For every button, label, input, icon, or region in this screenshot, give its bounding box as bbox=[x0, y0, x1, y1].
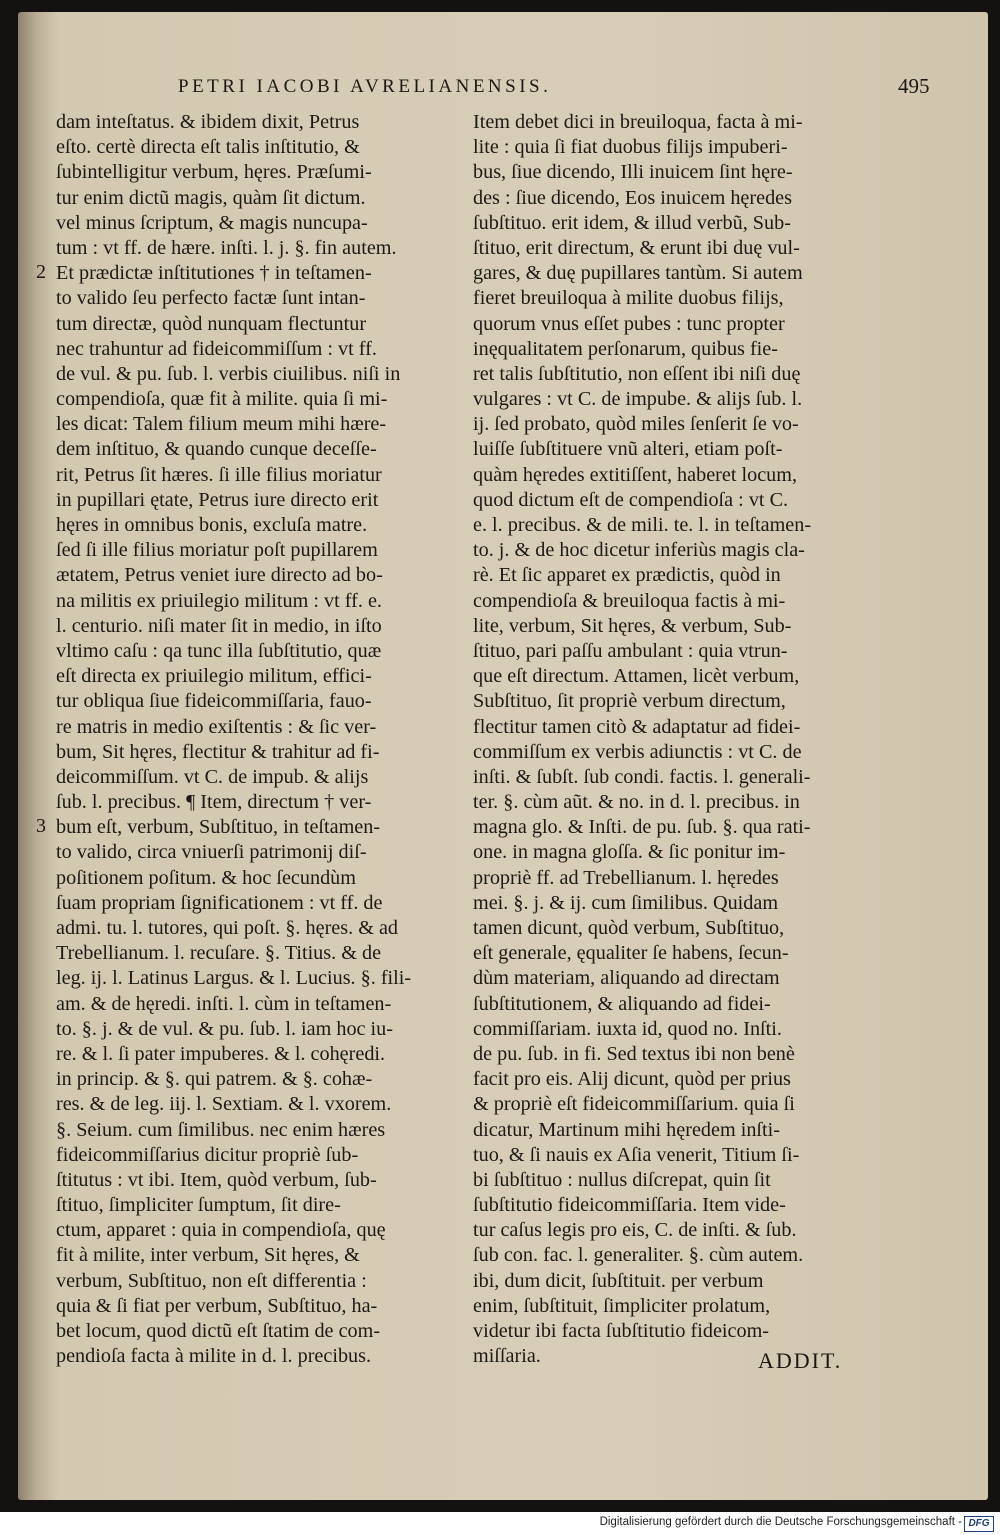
text-line: les dicat: Talem filium meum mihi hære- bbox=[56, 413, 387, 436]
text-line: quod dictum eſt de compendioſa : vt C. bbox=[473, 488, 789, 511]
text-line: mei. §. j. & ij. cum ſimilibus. Quidam bbox=[473, 891, 779, 914]
text-line: res. & de leg. iij. l. Sextiam. & l. vxorem. bbox=[56, 1093, 392, 1116]
text-line: inęqualitatem perſonarum, quibus fie- bbox=[473, 337, 778, 360]
text-line: e. l. precibus. & de mili. te. l. in teſtamen- bbox=[473, 514, 812, 536]
text-line: Subſtituo, ſit propriè verbum directum, bbox=[473, 690, 786, 713]
text-line: que eſt directum. Attamen, licèt verbum, bbox=[473, 665, 800, 688]
text-line: inſti. & ſubſt. ſub condi. factis. l. generali- bbox=[473, 765, 811, 788]
text-line: Et prædictæ inſtitutiones † in teſtamen- bbox=[56, 262, 372, 285]
page-number: 495 bbox=[898, 74, 930, 98]
text-line: compendioſa & breuiloqua factis à mi- bbox=[473, 589, 786, 612]
right-text-column bbox=[473, 110, 873, 1369]
text-line: §. Seium. cum ſimilibus. nec enim hæres bbox=[56, 1118, 386, 1141]
text-line: in pupillari ętate, Petrus iure directo erit bbox=[56, 488, 379, 511]
text-line: tur caſus legis pro eis, C. de inſti. & ſub. bbox=[473, 1219, 797, 1242]
text-line: ibi, dum dicit, ſubſtituit. per verbum bbox=[473, 1269, 764, 1292]
text-line: ctum, apparet : quia in compendioſa, quę bbox=[56, 1219, 386, 1242]
text-line: bi ſubſtituo : nullus diſcrepat, quin ſit bbox=[473, 1168, 771, 1191]
text-line: vltimo caſu : qa tunc illa ſubſtitutio, quæ bbox=[56, 639, 382, 662]
text-line: miſſaria. bbox=[473, 1345, 541, 1368]
text-line: dem inſtituo, & quando cunque deceſſe- bbox=[56, 438, 377, 461]
text-line: ret talis ſubſtitutio, non eſſent ibi niſi duę bbox=[473, 362, 801, 385]
text-line: ſtituo, ſimpliciter ſumptum, ſit dire- bbox=[56, 1194, 341, 1217]
text-line: ſub. l. precibus. ¶ Item, directum † ver- bbox=[56, 791, 372, 814]
text-line: ter. §. cùm aũt. & no. in d. l. precibus. in bbox=[473, 791, 800, 814]
text-line: nec trahuntur ad fideicommiſſum : vt ff. bbox=[56, 337, 377, 360]
text-line: quia & ſi fiat per verbum, Subſtituo, ha- bbox=[56, 1294, 378, 1317]
book-page bbox=[18, 12, 988, 1500]
text-line: Trebellianum. l. recuſare. §. Titius. & de bbox=[56, 942, 382, 965]
text-line: tamen dicunt, quòd verbum, Subſtituo, bbox=[473, 917, 785, 939]
text-line: commiſſum ex verbis adiunctis : vt C. de bbox=[473, 740, 802, 763]
text-line: eſt directa ex priuilegio militum, effici- bbox=[56, 665, 372, 688]
text-line: to. j. & de hoc dicetur inferiùs magis cla- bbox=[473, 539, 805, 562]
text-line: to. §. j. & de vul. & pu. ſub. l. iam hoc iu- bbox=[56, 1017, 393, 1040]
text-line: lite : quia ſi fiat duobus filijs impuberi- bbox=[473, 136, 788, 159]
text-line: bet locum, quod dictũ eſt ſtatim de com- bbox=[56, 1320, 381, 1342]
text-line: pendioſa facta à milite in d. l. precibus. bbox=[56, 1345, 372, 1368]
footer-credit: Digitalisierung gefördert durch die Deutsche Forschungsgemeinschaft - bbox=[599, 1516, 962, 1528]
text-line: dam inteſtatus. & ibidem dixit, Petrus bbox=[56, 111, 360, 133]
text-line: vulgares : vt C. de impube. & alijs ſub. l. bbox=[473, 388, 803, 411]
text-line: tum : vt ff. de hære. inſti. l. j. §. fin autem. bbox=[56, 236, 397, 259]
text-line: re. & l. ſi pater impuberes. & l. cohęredi. bbox=[56, 1042, 386, 1065]
text-line: ſubintelligitur verbum, hęres. Præſumi- bbox=[56, 161, 372, 184]
text-line: gares, & duę pupillares tantùm. Si autem bbox=[473, 262, 803, 285]
text-line: dicatur, Martinum mihi hęredem inſti- bbox=[473, 1118, 780, 1141]
text-line: eſt generale, ęqualiter ſe habens, ſecun- bbox=[473, 942, 789, 965]
text-line: fieret breuiloqua à milite duobus filijs, bbox=[473, 287, 784, 310]
text-line: re matris in medio exiſtentis : & ſic ver- bbox=[56, 715, 377, 738]
running-head: PETRI IACOBI AVRELIANENSIS. bbox=[178, 76, 552, 97]
text-line: vel minus ſcriptum, & magis nuncupa- bbox=[56, 211, 368, 234]
text-line: ſubſtituo. erit idem, & illud verbũ, Sub- bbox=[473, 211, 791, 234]
text-line: deicommiſſum. vt C. de impub. & alijs bbox=[56, 765, 369, 788]
text-line: bus, ſiue dicendo, Illi inuicem ſint hęre- bbox=[473, 161, 793, 184]
text-line: poſitionem poſitum. & hoc ſecundùm bbox=[56, 866, 356, 889]
text-line: eſto. certè directa eſt talis inſtitutio, & bbox=[56, 136, 360, 159]
text-line: ſtitutus : vt ibi. Item, quòd verbum, ſub- bbox=[56, 1168, 377, 1191]
text-line: flectitur tamen citò & adaptatur ad fidei- bbox=[473, 715, 801, 738]
text-line: quàm hęredes extitiſſent, haberet locum, bbox=[473, 463, 798, 486]
catchword: ADDIT. bbox=[758, 1348, 843, 1373]
text-line: l. centurio. niſi mater ſit in medio, in iſto bbox=[56, 614, 382, 637]
text-line: rit, Petrus ſit hæres. ſi ille filius moriatur bbox=[56, 463, 382, 486]
text-line: enim, ſubſtituit, ſimpliciter prolatum, bbox=[473, 1294, 771, 1317]
text-line: ſubſtitutionem, & aliquando ad fidei- bbox=[473, 992, 771, 1015]
text-line: to valido ſeu perfecto factæ ſunt intan- bbox=[56, 287, 366, 310]
text-line: & propriè eſt fideicommiſſarium. quia ſi bbox=[473, 1093, 795, 1116]
text-line: propriè ff. ad Trebellianum. l. hęredes bbox=[473, 866, 779, 889]
text-line: rè. Et ſic apparet ex prædictis, quòd in bbox=[473, 564, 781, 587]
text-line: bum, Sit hęres, flectitur & trahitur ad fi- bbox=[56, 740, 380, 763]
digitization-footer bbox=[0, 1512, 1000, 1535]
text-line: one. in magna gloſſa. & ſic ponitur im- bbox=[473, 841, 786, 864]
text-line: ſtituo, erit directum, & erunt ibi duę vul- bbox=[473, 236, 800, 259]
text-line: tum directæ, quòd nunquam flectuntur bbox=[56, 312, 367, 335]
text-line: de pu. ſub. in fi. Sed textus ibi non benè bbox=[473, 1042, 795, 1065]
text-line: verbum, Subſtituo, non eſt differentia : bbox=[56, 1269, 367, 1292]
text-line: fit à milite, inter verbum, Sit hęres, & bbox=[56, 1244, 360, 1267]
marginal-number: 3 bbox=[36, 815, 46, 837]
text-line: des : ſiue dicendo, Eos inuicem hęredes bbox=[473, 186, 792, 209]
text-line: ſubſtitutio fideicommiſſaria. Item vide- bbox=[473, 1194, 786, 1217]
text-line: tuo, & ſi nauis ex Aſia venerit, Titium ſi- bbox=[473, 1143, 800, 1166]
text-line: magna glo. & Inſti. de pu. ſub. §. qua rati- bbox=[473, 816, 811, 839]
text-line: Item debet dici in breuiloqua, facta à mi- bbox=[473, 111, 803, 133]
text-line: lite, verbum, Sit hęres, & verbum, Sub- bbox=[473, 614, 792, 637]
text-line: ſub con. fac. l. generaliter. §. cùm autem. bbox=[473, 1244, 804, 1267]
text-line: hęres in omnibus bonis, excluſa matre. bbox=[56, 514, 368, 536]
text-line: in princip. & §. qui patrem. & §. cohæ- bbox=[56, 1068, 373, 1091]
text-line: videtur ibi facta ſubſtitutio fideicom- bbox=[473, 1320, 770, 1342]
text-line: commiſſariam. iuxta id, quod no. Inſti. bbox=[473, 1017, 782, 1040]
text-line: ſuam propriam ſignificationem : vt ff. de bbox=[56, 891, 383, 914]
text-line: ij. ſed probato, quòd miles ſenſerit ſe vo- bbox=[473, 413, 799, 436]
left-text-column bbox=[36, 110, 456, 1369]
text-line: admi. tu. l. tutores, qui poſt. §. hęres. & ad bbox=[56, 917, 399, 939]
text-line: compendioſa, quæ fit à milite. quia ſi mi- bbox=[56, 388, 388, 411]
text-line: ætatem, Petrus veniet iure directo ad bo- bbox=[56, 564, 383, 587]
text-line: tur obliqua ſiue fideicommiſſaria, fauo- bbox=[56, 690, 372, 713]
text-line: dùm materiam, aliquando ad directam bbox=[473, 967, 780, 990]
text-line: fideicommiſſarius dicitur propriè ſub- bbox=[56, 1143, 359, 1166]
text-line: am. & de hęredi. inſti. l. cùm in teſtamen- bbox=[56, 992, 392, 1015]
text-line: tur enim dictũ magis, quàm ſit dictum. bbox=[56, 186, 366, 209]
text-line: ſed ſi ille filius moriatur poſt pupillarem bbox=[56, 539, 378, 562]
marginal-number: 2 bbox=[36, 261, 46, 283]
text-line: luiſſe ſubſtituere vnũ alteri, etiam poſt- bbox=[473, 438, 783, 461]
text-line: facit pro eis. Alij dicunt, quòd per prius bbox=[473, 1068, 791, 1091]
text-line: na militis ex priuilegio militum : vt ff. e. bbox=[56, 589, 382, 612]
text-line: quorum vnus eſſet pubes : tunc propter bbox=[473, 312, 785, 335]
text-line: to valido, circa vniuerſi patrimonij diſ- bbox=[56, 841, 367, 864]
text-line: de vul. & pu. ſub. l. verbis ciuilibus. niſi in bbox=[56, 362, 401, 385]
text-line: ſtituo, pari paſſu ambulant : quia vtrun- bbox=[473, 639, 788, 662]
text-line: leg. ij. l. Latinus Largus. & l. Lucius. §. fili- bbox=[56, 967, 412, 990]
text-line: bum eſt, verbum, Subſtituo, in teſtamen- bbox=[56, 816, 381, 839]
dfg-logo-icon: DFG bbox=[964, 1516, 994, 1532]
